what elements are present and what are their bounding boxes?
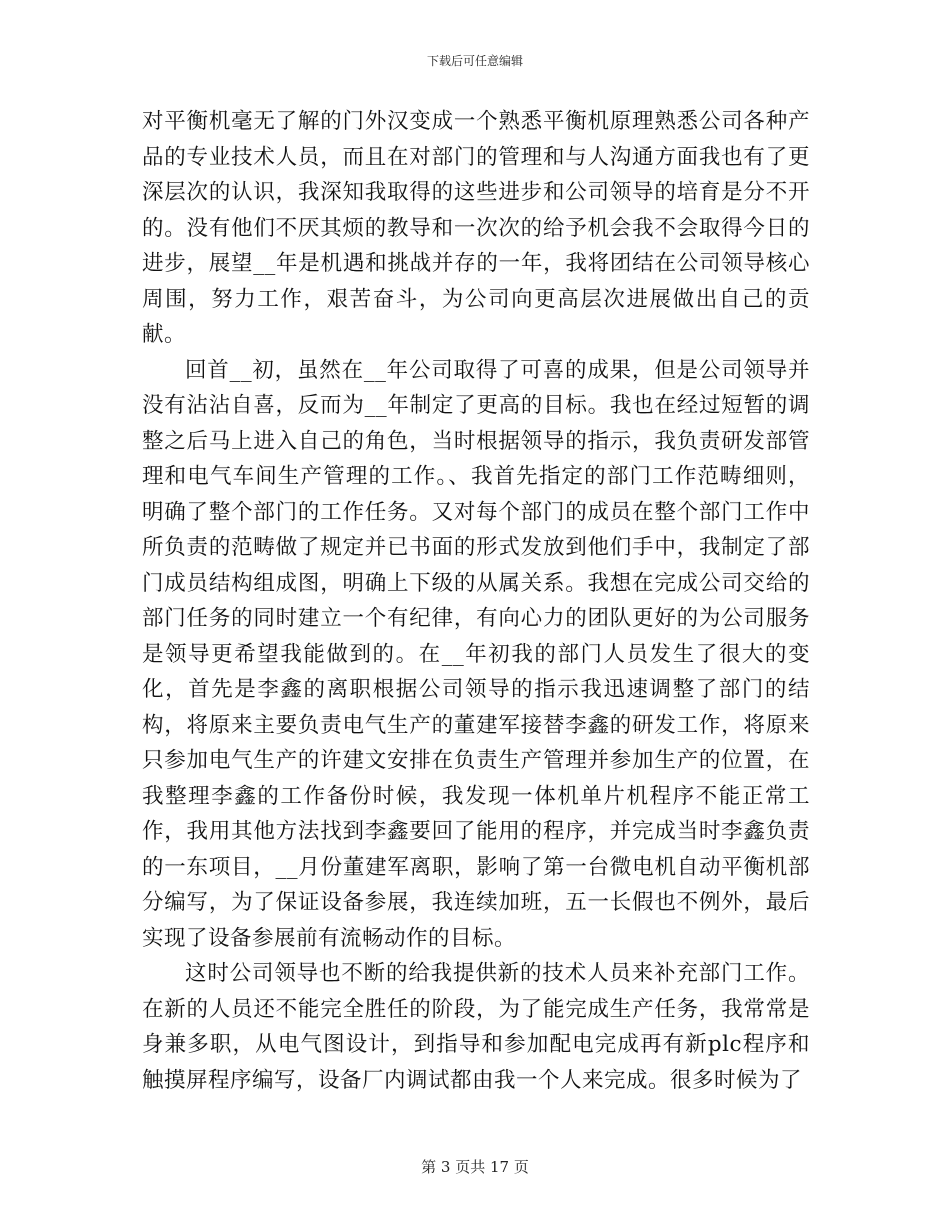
paragraph-1: 对平衡机毫无了解的门外汉变成一个熟悉平衡机原理熟悉公司各种产品的专业技术人员，而且在对部门的管理和与人沟通方面我也有了更深层次的认识，我深知我取得的这些进步和公司领导的培育是分不开的。没有他们不厌其烦的教导和一次次的给予机会我不会取得今日的进步，展望__年是机遇和挑战并存的一年，我将团结在公司领导核心周围，努力工作，艰苦奋斗，为公司向更高层次进展做出自己的贡献。 bbox=[142, 109, 810, 347]
paragraph-2: 回首__初，虽然在__年公司取得了可喜的成果，但是公司领导并没有沾沾自喜，反而为__年制定了更高的目标。我也在经过短暂的调整之后马上进入自己的角色，当时根据领导的指示，我负责研发部管理和电气车间生产管理的工作。、我首先指定的部门工作范畴细则，明确了整个部门的工作任务。又对每个部门的成员在整个部门工作中所负责的范畴做了规定并已书面的形式发放到他们手中，我制定了部门成员结构组成图，明确上下级的从属关系。我想在完成公司交给的部门任务的同时建立一个有纪律，有向心力的团队更好的为公司服务是领导更希望我能做到的。在__年初我的部门人员发生了很大的变化，首先是李鑫的离职根据公司领导的指示我迅速调整了部门的结构，将原来主要负责电气生产的董建军接替李鑫的研发工作，将原来只参加电气生产的许建文安排在负责生产管理并参加生产的位置，在我整理李鑫的工作备份时候，我发现一体机单片机程序不能正常工作，我用其他方法找到李鑫要回了能用的程序，并完成当时李鑫负责的一东项目，__月份董建军离职，影响了第一台微电机自动平衡机部分编写，为了保证设备参展，我连续加班，五一长假也不例外，最后实现了设备参展前有流畅动作的目标。 bbox=[142, 357, 810, 951]
paragraph-3: 这时公司领导也不断的给我提供新的技术人员来补充部门工作。在新的人员还不能完全胜任的阶段，为了能完成生产任务，我常常是身兼多职，从电气图设计，到指导和参加配电完成再有新plc程序和触摸屏程序编写，设备厂内调试都由我一个人来完成。很多时候为了 bbox=[142, 961, 810, 1093]
page-footer: 第 3 页共 17 页 bbox=[421, 1158, 529, 1176]
document-body bbox=[142, 104, 810, 1098]
page-header: 下载后可任意编辑 bbox=[426, 54, 523, 68]
